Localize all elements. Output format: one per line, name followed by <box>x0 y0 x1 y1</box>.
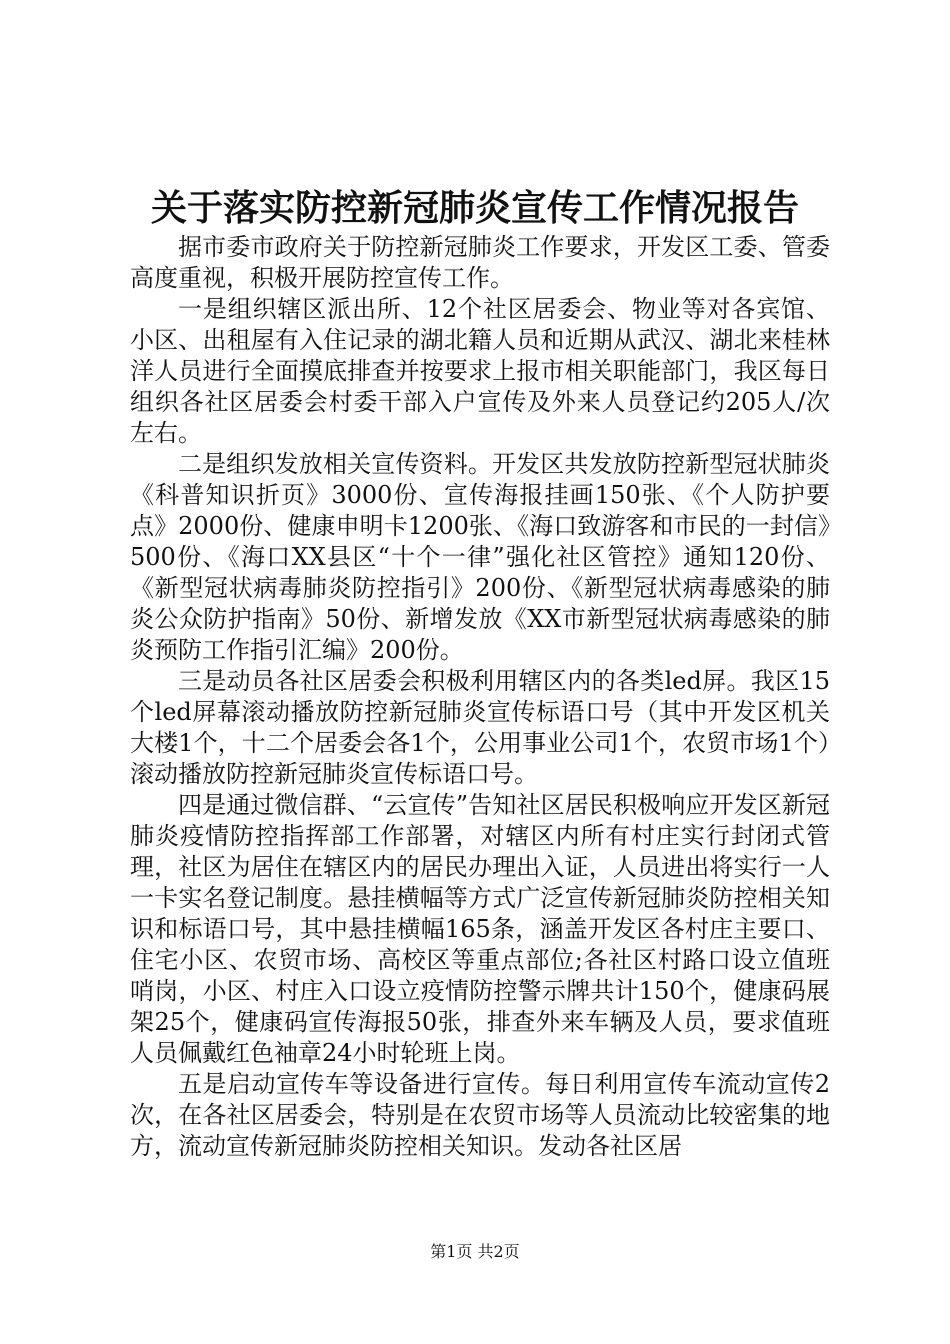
paragraph-four: 四是通过微信群、“云宣传”告知社区居民积极响应开发区新冠肺炎疫情防控指挥部工作部署，对辖区内所有村庄实行封闭式管理，社区为居住在辖区内的居民办理出入证，人员进出将实行一人一卡实名登记制度。悬挂横幅等方式广泛宣传新冠肺炎防控相关知识和标语口号，其中悬挂横幅165条，涵盖开发区各村庄主要口、住宅小区、农贸市场、高校区等重点部位;各社区村路口设立值班哨岗，小区、村庄入口设立疫情防控警示牌共计150个，健康码展架25个，健康码宣传海报50张，排查外来车辆及人员，要求值班人员佩戴红色袖章24小时轮班上岗。 <box>130 791 830 1067</box>
paragraph-five: 五是启动宣传车等设备进行宣传。每日利用宣传车流动宣传2次，在各社区居委会，特别是在农贸市场等人员流动比较密集的地方，流动宣传新冠肺炎防控相关知识。发动各社区居 <box>130 1070 830 1160</box>
paragraph-three: 三是动员各社区居委会积极利用辖区内的各类led屏。我区15个led屏幕滚动播放防控新冠肺炎宣传标语口号（其中开发区机关大楼1个，十二个居委会各1个，公用事业公司1个，农贸市场1个）滚动播放防控新冠肺炎宣传标语口号。 <box>130 667 830 788</box>
document-body <box>130 232 830 1162</box>
page-footer: 第1页 共2页 <box>430 1242 520 1261</box>
document-title: 关于落实防控新冠肺炎宣传工作情况报告 <box>150 187 799 229</box>
paragraph-intro: 据市委市政府关于防控新冠肺炎工作要求，开发区工委、管委高度重视，积极开展防控宣传工作。 <box>130 233 830 292</box>
paragraph-one: 一是组织辖区派出所、12个社区居委会、物业等对各宾馆、小区、出租屋有入住记录的湖北籍人员和近期从武汉、湖北来桂林洋人员进行全面摸底排查并按要求上报市相关职能部门，我区每日组织各社区居委会村委干部入户宣传及外来人员登记约205人/次左右。 <box>130 295 830 447</box>
paragraph-two: 二是组织发放相关宣传资料。开发区共发放防控新型冠状肺炎《科普知识折页》3000份、宣传海报挂画150张、《个人防护要点》2000份、健康申明卡1200张、《海口致游客和市民的一封信》500份、《海口XX县区“十个一律”强化社区管控》通知120份、《新型冠状病毒肺炎防控指引》200份、《新型冠状病毒感染的肺炎公众防护指南》50份、新增发放《XX市新型冠状病毒感染的肺炎预防工作指引汇编》200份。 <box>130 450 830 664</box>
